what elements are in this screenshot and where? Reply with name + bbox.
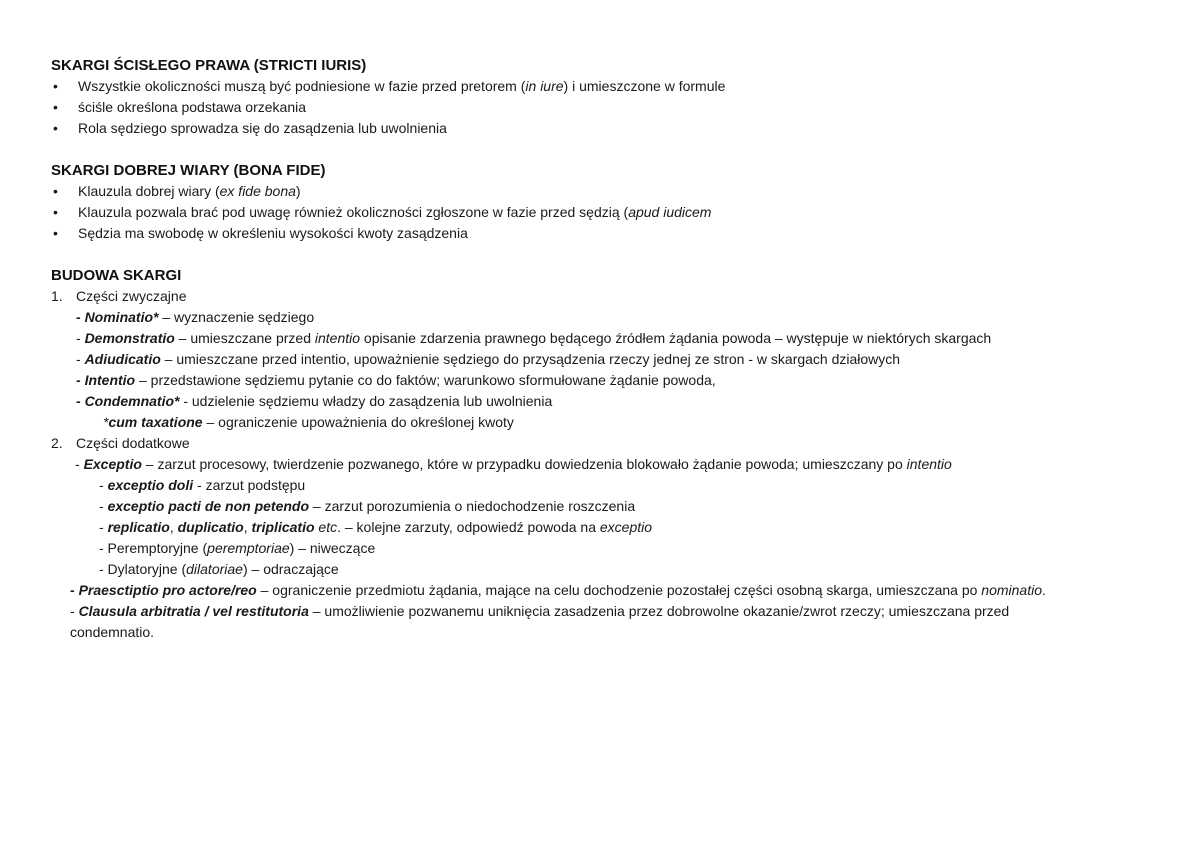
list-item: - Exceptio – zarzut procesowy, twierdzenie pozwanego, które w przypadku dowiedzenia blokowało żądanie powoda; umieszczany po intentio: [75, 456, 952, 472]
list-item: *cum taxatione – ograniczenie upoważnienia do określonej kwoty: [103, 414, 514, 430]
bullet-list: [51, 76, 1161, 139]
section-title: SKARGI DOBREJ WIARY (BONA FIDE): [51, 162, 326, 179]
list-item: - Dylatoryjne (dilatoriae) – odraczające: [99, 561, 339, 577]
bullet-list: [51, 181, 1161, 244]
list-item: • Klauzula dobrej wiary (ex fide bona): [51, 181, 1161, 202]
numbered-item: 1. Części zwyczajne: [51, 286, 1161, 307]
list-item: - replicatio, duplicatio, triplicatio etc. – kolejne zarzuty, odpowiedź powoda na exceptio: [99, 519, 653, 535]
item-number: 2.: [51, 435, 63, 451]
section-bona-fide: [51, 160, 1161, 244]
list-item: • Sędzia ma swobodę w określeniu wysokości kwoty zasądzenia: [51, 223, 1161, 244]
list-item: - exceptio pacti de non petendo – zarzut porozumienia o niedochodzenie roszczenia: [99, 498, 636, 514]
item-number: 1.: [51, 288, 63, 304]
list-item: - exceptio doli - zarzut podstępu: [99, 477, 306, 493]
list-item: - Demonstratio – umieszczane przed intentio opisanie zdarzenia prawnego będącego źródłem żądania powoda – występuje w niektórych skargach: [76, 330, 992, 346]
list-item: • ściśle określona podstawa orzekania: [51, 97, 1161, 118]
section-stricti-iuris: [51, 55, 1161, 139]
list-item: • Rola sędziego sprowadza się do zasądzenia lub uwolnienia: [51, 118, 1161, 139]
list-item: - Nominatio* – wyznaczenie sędziego: [76, 309, 315, 325]
list-item: - Clausula arbitratia / vel restitutoria – umożliwienie pozwanemu uniknięcia zasadzenia przez dobrowolne okazanie/zwrot rzeczy; umieszczana przed condemnatio.: [70, 603, 1010, 640]
list-item: - Intentio – przedstawione sędziemu pytanie co do faktów; warunkowo sformułowane żądanie powoda,: [76, 372, 716, 388]
section-budowa-skargi: [51, 265, 1161, 643]
document-content: [51, 55, 1161, 664]
list-item: - Condemnatio* - udzielenie sędziemu władzy do zasądzenia lub uwolnienia: [76, 393, 553, 409]
section-title: SKARGI ŚCISŁEGO PRAWA (STRICTI IURIS): [51, 57, 367, 74]
list-item: - Peremptoryjne (peremptoriae) – niweczące: [99, 540, 376, 556]
list-item: • Klauzula pozwala brać pod uwagę również okoliczności zgłoszone w fazie przed sędzią (apud iudicem: [51, 202, 1161, 223]
list-item: - Adiudicatio – umieszczane przed intentio, upoważnienie sędziego do przysądzenia rzeczy jednej ze stron - w skargach działowych: [76, 351, 901, 367]
list-item: - Praesctiptio pro actore/reo – ograniczenie przedmiotu żądania, mające na celu dochodzenie pozostałej części osobną skarga, umieszczana po nominatio.: [70, 582, 1046, 598]
list-item: • Wszystkie okoliczności muszą być podniesione w fazie przed pretorem (in iure) i umieszczone w formule: [51, 76, 1161, 97]
numbered-item: 2. Części dodatkowe: [51, 433, 1161, 454]
section-title: BUDOWA SKARGI: [51, 267, 182, 284]
